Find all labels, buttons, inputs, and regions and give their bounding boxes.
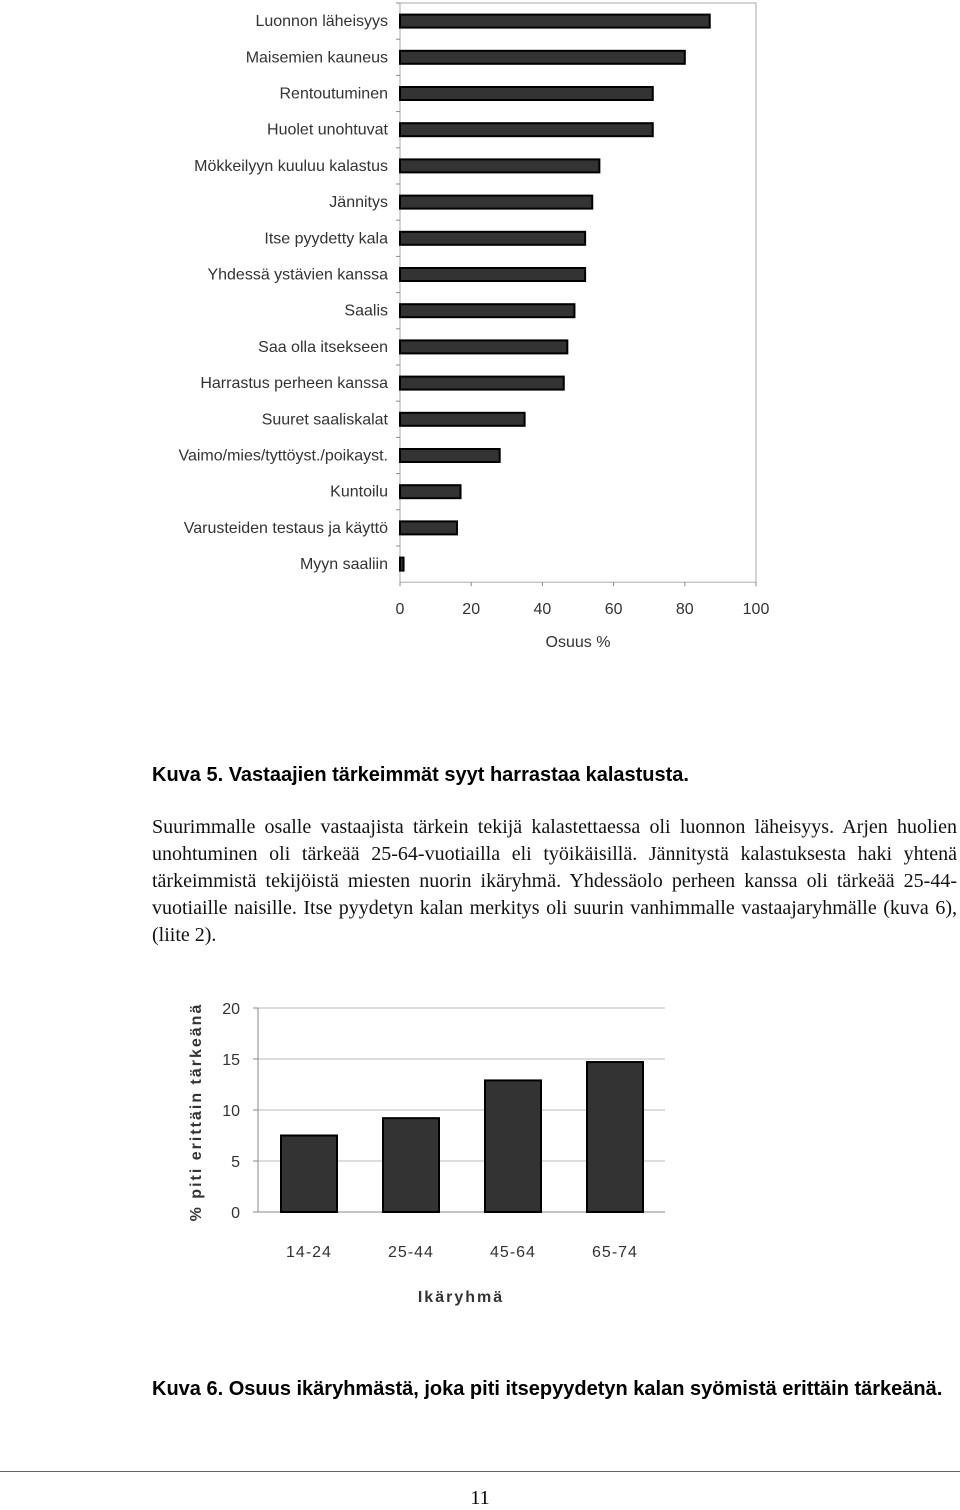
page-number: 11 (470, 1487, 490, 1509)
x-tick-label: 65-74 (592, 1244, 638, 1261)
y-axis-label: % piti erittäin tärkeänä (188, 1002, 205, 1222)
bar (400, 123, 653, 136)
bar (400, 196, 592, 209)
y-tick-label: 15 (222, 1052, 240, 1069)
x-tick-label: 20 (462, 601, 481, 618)
y-tick-label: 10 (222, 1103, 240, 1120)
bar (400, 340, 567, 353)
bar (383, 1118, 439, 1212)
category-label: Yhdessä ystävien kanssa (207, 266, 388, 284)
bar (400, 159, 599, 172)
bar (400, 232, 585, 245)
footer-divider (0, 1471, 960, 1472)
x-tick-label: 100 (742, 601, 770, 618)
category-label: Suuret saaliskalat (261, 411, 388, 429)
x-tick-label: 14-24 (286, 1244, 332, 1261)
category-label: Mökkeilyyn kuuluu kalastus (194, 157, 388, 175)
x-axis-label: Osuus % (545, 634, 611, 651)
bar (400, 558, 404, 571)
bar (400, 51, 685, 64)
category-label: Luonnon läheisyys (255, 13, 388, 31)
category-label: Jännitys (329, 194, 388, 212)
figure-5-caption: Kuva 5. Vastaajien tärkeimmät syyt harrastaa kalastusta. (152, 764, 689, 786)
bar (400, 268, 585, 281)
x-axis-label: Ikäryhmä (417, 1289, 505, 1306)
x-tick-label: 60 (604, 601, 623, 618)
figure-6-caption: Kuva 6. Osuus ikäryhmästä, joka piti itsepyydetyn kalan syömistä erittäin tärkeänä. (152, 1378, 943, 1400)
category-label: Myyn saaliin (299, 556, 388, 574)
bar (281, 1136, 337, 1213)
bar (400, 449, 500, 462)
bar (400, 521, 457, 534)
x-tick-label: 80 (675, 601, 694, 618)
bar (400, 413, 525, 426)
y-tick-label: 0 (231, 1205, 240, 1222)
x-tick-label: 0 (395, 601, 405, 618)
body-text (152, 814, 957, 949)
bar (587, 1062, 643, 1212)
category-label: Vaimo/mies/tyttöyst./poikayst. (178, 447, 388, 465)
category-label: Varusteiden testaus ja käyttö (183, 519, 388, 537)
x-tick-label: 45-64 (490, 1244, 536, 1261)
category-label: Kuntoilu (330, 483, 388, 501)
category-label: Harrastus perheen kanssa (200, 375, 388, 393)
bar (400, 377, 564, 390)
body-paragraph: Suurimmalle osalle vastaajista tärkein tekijä kalastettaessa oli luonnon läheisyys. Arjen huolien unohtuminen oli tärkeää 25-64-vuotiailla eli työikäisillä. Jännitystä kalastuksesta haki yhtenä tärkeimmistä tekijöistä miesten nuorin ikäryhmä. Yhdessäolo perheen kanssa oli tärkeää 25-44-vuotiaille naisille. Itse pyydetyn kalan merkitys oli suurin vanhimmalle vastaajaryhmälle (kuva 6), (liite 2). (152, 816, 957, 946)
category-label: Saa olla itsekseen (258, 338, 388, 356)
y-tick-label: 5 (231, 1154, 240, 1171)
x-tick-label: 25-44 (388, 1244, 434, 1261)
x-tick-label: 40 (533, 601, 552, 618)
category-label: Rentoutuminen (279, 85, 388, 103)
bar (400, 485, 461, 498)
category-label: Saalis (344, 302, 388, 320)
bar (400, 304, 574, 317)
category-label: Itse pyydetty kala (264, 230, 388, 248)
bar (400, 15, 710, 28)
bar (400, 87, 653, 100)
bar (485, 1080, 541, 1212)
category-label: Huolet unohtuvat (267, 121, 388, 139)
y-tick-label: 20 (222, 1001, 240, 1018)
category-label: Maisemien kauneus (245, 49, 388, 67)
